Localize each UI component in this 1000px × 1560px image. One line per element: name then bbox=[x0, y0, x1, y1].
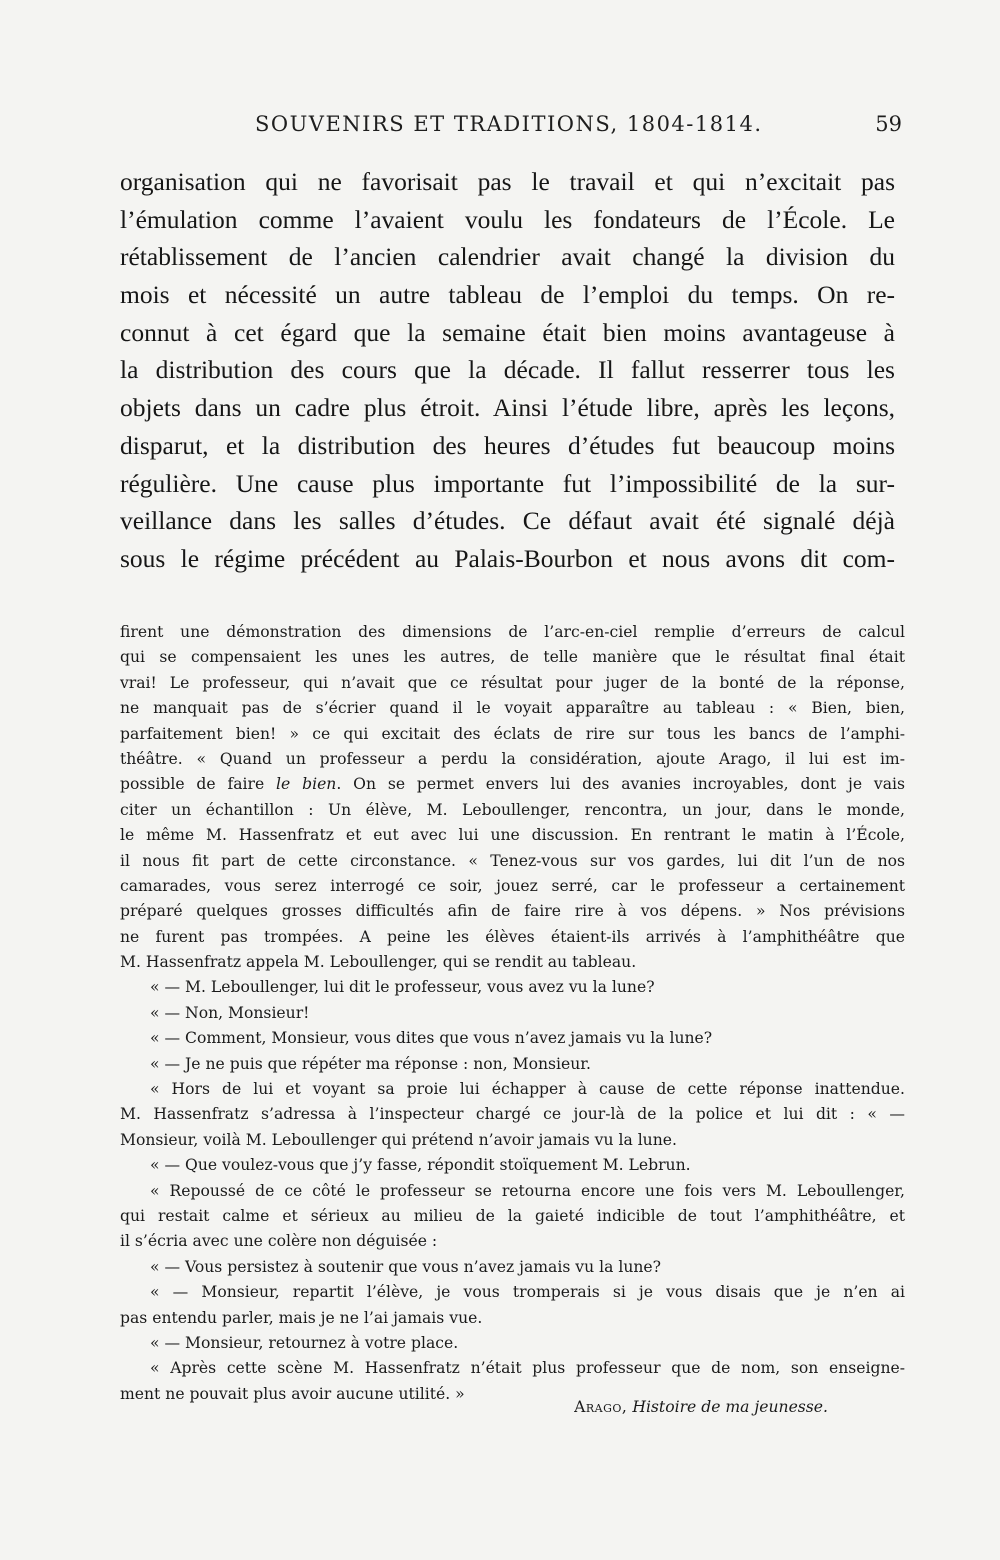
footnote-line: « — Vous persistez à soutenir que vous n’avez jamais vu la lune? bbox=[150, 1257, 662, 1276]
footnote-line: qui se compensaient les unes les autres, de telle manière que le résultat final était bbox=[120, 648, 905, 667]
emphasis-text: le bien bbox=[276, 775, 337, 794]
text-line: mois et nécessité un autre tableau de l’emploi du temps. On re- bbox=[120, 280, 895, 310]
footnote-line: ne furent pas trompées. A peine les élèves étaient-ils arrivés à l’amphithéâtre que bbox=[120, 927, 905, 946]
footnote-line: vrai! Le professeur, qui n’avait que ce résultat pour juger de la bonté de la réponse, bbox=[120, 673, 905, 692]
footnote-line: « — Non, Monsieur! bbox=[150, 1003, 310, 1022]
footnote-line: M. Hassenfratz appela M. Leboullenger, qui se rendit au tableau. bbox=[120, 953, 637, 972]
footnote-line: parfaitement bien! » ce qui excitait des éclats de rire sur tous les bancs de l’amphi- bbox=[120, 724, 905, 743]
footnote-line: « — Comment, Monsieur, vous dites que vous n’avez jamais vu la lune? bbox=[150, 1029, 713, 1048]
footnote-line: « — M. Leboullenger, lui dit le professeur, vous avez vu la lune? bbox=[150, 978, 655, 997]
footnote-line: théâtre. « Quand un professeur a perdu la considération, ajoute Arago, il lui est im- bbox=[120, 749, 905, 768]
running-title: SOUVENIRS ET TRADITIONS, 1804-1814. bbox=[255, 112, 763, 136]
footnote-line: qui restait calme et sérieux au milieu de la gaieté indicible de tout l’amphithéâtre, et bbox=[120, 1206, 905, 1225]
text-line: organisation qui ne favorisait pas le travail et qui n’excitait pas bbox=[120, 167, 895, 196]
text-line: rétablissement de l’ancien calendrier avait changé la division du bbox=[120, 242, 895, 272]
page-header bbox=[120, 112, 910, 142]
footnote-line: M. Hassenfratz s’adressa à l’inspecteur chargé ce jour-là de la police et lui dit : « — bbox=[120, 1105, 905, 1124]
footnote-line: il nous fit part de cette circonstance. « Tenez-vous sur vos gardes, lui dit l’un de nos bbox=[120, 851, 905, 870]
signature-author: Arago, bbox=[574, 1398, 628, 1416]
footnote-line: « — Monsieur, repartit l’élève, je vous tromperais si je vous disais que je n’en ai bbox=[150, 1283, 905, 1302]
text-line: connut à cet égard que la semaine était bien moins avantageuse à bbox=[120, 317, 895, 347]
footnote-line: « Hors de lui et voyant sa proie lui échapper à cause de cette réponse inattendue. bbox=[150, 1080, 905, 1099]
text-line: régulière. Une cause plus importante fut l’impossibilité de la sur- bbox=[120, 468, 895, 498]
footnote-line: Monsieur, voilà M. Leboullenger qui prétend n’avoir jamais vu la lune. bbox=[120, 1130, 677, 1149]
footnote-line: il s’écria avec une colère non déguisée : bbox=[120, 1232, 438, 1251]
footnote-line: possible de faire le bien. On se permet envers lui des avanies incroyables, dont je vais bbox=[120, 775, 905, 794]
footnote-line: firent une démonstration des dimensions de l’arc-en-ciel remplie d’erreurs de calcul bbox=[120, 623, 905, 641]
footnote-line: « — Je ne puis que répéter ma réponse : non, Monsieur. bbox=[150, 1054, 591, 1073]
text-line: sous le régime précédent au Palais-Bourbon et nous avons dit com- bbox=[120, 543, 895, 573]
text-line: disparut, et la distribution des heures d’études fut beaucoup moins bbox=[120, 430, 895, 460]
footnote-line: le même M. Hassenfratz et eut avec lui une discussion. En rentrant le matin à l’École, bbox=[120, 826, 905, 845]
footnote-line: « — Monsieur, retournez à votre place. bbox=[150, 1333, 459, 1352]
signature-title: Histoire de ma jeunesse. bbox=[632, 1398, 828, 1416]
footnote-line: ment ne pouvait plus avoir aucune utilité. » bbox=[120, 1384, 465, 1403]
footnote bbox=[120, 620, 905, 1407]
footnote-line: « Repoussé de ce côté le professeur se retourna encore une fois vers M. Leboullenger, bbox=[150, 1181, 905, 1200]
text-line: objets dans un cadre plus étroit. Ainsi l’étude libre, après les leçons, bbox=[120, 393, 895, 423]
footnote-line: pas entendu parler, mais je ne l’ai jamais vue. bbox=[120, 1308, 483, 1327]
footnote-line: « — Que voulez-vous que j’y fasse, répondit stoïquement M. Lebrun. bbox=[150, 1156, 691, 1175]
main-text bbox=[120, 163, 895, 578]
footnote-line: préparé quelques grosses difficultés afin de faire rire à vos dépens. » Nos prévisions bbox=[120, 902, 905, 921]
footnote-line: camarades, vous serez interrogé ce soir, jouez serré, car le professeur a certainement bbox=[120, 876, 905, 895]
page-number: 59 bbox=[875, 112, 902, 136]
text-line: l’émulation comme l’avaient voulu les fondateurs de l’École. Le bbox=[120, 204, 895, 234]
footnote-signature bbox=[574, 1398, 828, 1416]
footnote-line: ne manquait pas de s’écrier quand il le voyait apparaître au tableau : « Bien, bien, bbox=[120, 699, 905, 718]
footnote-line: « Après cette scène M. Hassenfratz n’était plus professeur que de nom, son enseigne- bbox=[150, 1359, 905, 1378]
text-line: la distribution des cours que la décade. Il fallut resserrer tous les bbox=[120, 355, 895, 385]
footnote-line: citer un échantillon : Un élève, M. Leboullenger, rencontra, un jour, dans le monde, bbox=[120, 800, 905, 819]
text-line: veillance dans les salles d’études. Ce défaut avait été signalé déjà bbox=[120, 506, 895, 536]
